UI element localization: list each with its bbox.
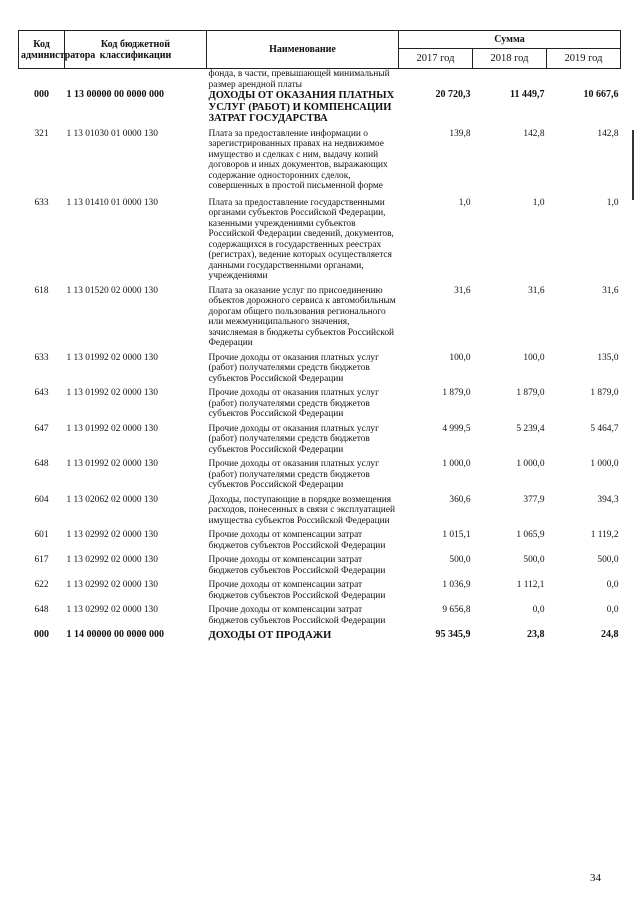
table-body (19, 69, 621, 646)
admin-code-cell: 647 (34, 423, 49, 434)
kbk-cell: 1 13 02992 02 0000 130 (66, 580, 158, 590)
sum-2019-cell: 142,8 (597, 128, 619, 139)
table-row (19, 353, 621, 389)
admin-code-cell: 643 (34, 388, 49, 398)
sum-2017-cell: 1,0 (458, 197, 471, 208)
sum-2017-cell: 4 999,5 (442, 423, 471, 434)
admin-code-cell: 633 (34, 197, 49, 208)
sum-2019-cell: 500,0 (597, 555, 619, 565)
kbk-cell: 1 13 01992 02 0000 130 (66, 459, 158, 469)
budget-income-table (18, 30, 621, 646)
kbk-cell: 1 13 02992 02 0000 130 (66, 530, 158, 540)
sum-2017-cell: 31,6 (454, 285, 471, 296)
sum-2018-cell: 1,0 (532, 197, 545, 208)
sum-2018-cell: 11 449,7 (510, 89, 545, 100)
admin-code-cell: 000 (34, 89, 49, 100)
sum-2017-cell: 1 000,0 (442, 459, 471, 469)
sum-2017-cell: 95 345,9 (435, 629, 471, 640)
sum-2019-cell: 31,6 (602, 285, 619, 296)
name-cell: Плата за предоставление информации о зарегистрированных правах на недвижимое имущество и сделках с ним, выдачу копий договоров и иных документов, выражающих содержание односторонних сделок, совершенных в простой письменной форме (208, 128, 388, 191)
table-row (19, 198, 621, 286)
name-cell: Прочие доходы от компенсации затрат бюджетов субъектов Российской Федерации (208, 530, 386, 551)
sum-2018-cell: 1 000,0 (516, 459, 545, 469)
header-admin-code: Код администратора (19, 31, 65, 69)
sum-2017-cell: 139,8 (449, 128, 471, 139)
header-year-2017: 2017 год (399, 49, 473, 69)
table-row (19, 424, 621, 460)
sum-2018-cell: 1 112,1 (516, 580, 545, 590)
sum-2018-cell: 142,8 (523, 128, 545, 139)
admin-code-cell: 618 (34, 285, 49, 296)
table-header (19, 31, 621, 69)
page-number: 34 (590, 872, 601, 884)
name-cell: Прочие доходы от компенсации затрат бюджетов субъектов Российской Федерации (208, 580, 386, 601)
sum-2017-cell: 1 036,9 (442, 580, 471, 590)
sum-2018-cell: 5 239,4 (516, 423, 545, 434)
sum-2018-cell: 0,0 (532, 605, 545, 615)
name-cell: Доходы, поступающие в порядке возмещения расходов, понесенных в связи с эксплуатацией имущества субъектов Российской Федерации (208, 494, 396, 526)
table-row (19, 388, 621, 424)
admin-code-cell: 601 (34, 530, 49, 540)
table-row (19, 630, 621, 646)
table-row (19, 90, 621, 129)
kbk-cell: 1 13 02062 02 0000 130 (66, 494, 158, 505)
admin-code-cell: 604 (34, 494, 49, 505)
sum-2019-cell: 0,0 (606, 580, 619, 590)
kbk-cell: 1 13 01992 02 0000 130 (66, 388, 158, 398)
table-row (19, 286, 621, 353)
kbk-cell: 1 13 02992 02 0000 130 (66, 605, 158, 615)
sum-2019-cell: 1 119,2 (590, 530, 619, 540)
sum-2019-cell: 394,3 (597, 494, 619, 505)
sum-2017-cell: 1 879,0 (442, 388, 471, 398)
kbk-cell: 1 13 01410 01 0000 130 (66, 197, 158, 208)
table-row (19, 495, 621, 531)
sum-2018-cell: 1 879,0 (516, 388, 545, 398)
sum-2017-cell: 20 720,3 (435, 89, 471, 100)
sum-2019-cell: 5 464,7 (590, 423, 619, 434)
table-row (19, 530, 621, 555)
table-row (19, 129, 621, 198)
header-sum: Сумма (399, 31, 621, 49)
admin-code-cell: 633 (34, 352, 49, 363)
sum-2017-cell: 9 656,8 (442, 605, 471, 615)
margin-mark (632, 130, 634, 200)
sum-2018-cell: 23,8 (527, 629, 545, 640)
sum-2017-cell: 100,0 (449, 352, 471, 363)
table-row (19, 555, 621, 580)
kbk-cell: 1 13 01030 01 0000 130 (66, 128, 158, 139)
name-cell: Прочие доходы от компенсации затрат бюджетов субъектов Российской Федерации (208, 605, 386, 626)
sum-2019-cell: 1,0 (606, 197, 619, 208)
name-cell: Прочие доходы от оказания платных услуг (работ) получателями средств бюджетов субъектов Российской Федерации (208, 423, 379, 455)
sum-2018-cell: 377,9 (523, 494, 545, 505)
sum-2017-cell: 1 015,1 (442, 530, 471, 540)
name-cell: Прочие доходы от оказания платных услуг (работ) получателями средств бюджетов субъектов Российской Федерации (208, 459, 379, 490)
header-year-2018: 2018 год (473, 49, 547, 69)
table-row (19, 459, 621, 495)
name-cell: ДОХОДЫ ОТ ОКАЗАНИЯ ПЛАТНЫХ УСЛУГ (РАБОТ) И КОМПЕНСАЦИИ ЗАТРАТ ГОСУДАРСТВА (208, 90, 395, 124)
header-name: Наименование (207, 31, 399, 69)
continuation-text: фонда, в части, превышающей минимальный размер арендной платы (208, 69, 390, 90)
sum-2019-cell: 0,0 (606, 605, 619, 615)
admin-code-cell: 617 (34, 555, 49, 565)
sum-2019-cell: 10 667,6 (583, 89, 619, 100)
continuation-row (19, 69, 621, 91)
name-cell: Плата за предоставление государственными органами субъектов Российской Федерации, казенными учреждениями субъектов Российской Федерации сведений, документов, содержащихся в государственных реестрах (регистрах), ведение которых осуществляется данными государственными органами, учреждениями (208, 197, 394, 281)
name-cell: Плата за оказание услуг по присоединению объектов дорожного сервиса к автомобильным дорогам общего пользования регионального или межмуниципального значения, зачисляемая в бюджеты субъектов Российской Федерации (208, 285, 396, 348)
admin-code-cell: 648 (34, 459, 49, 469)
name-cell: Прочие доходы от оказания платных услуг (работ) получателями средств бюджетов субъектов Российской Федерации (208, 388, 379, 419)
table-row (19, 605, 621, 630)
name-cell: Прочие доходы от оказания платных услуг (работ) получателями средств бюджетов субъектов Российской Федерации (208, 352, 379, 384)
sum-2017-cell: 360,6 (449, 494, 471, 505)
sum-2019-cell: 1 000,0 (590, 459, 619, 469)
sum-2018-cell: 1 065,9 (516, 530, 545, 540)
kbk-cell: 1 13 01992 02 0000 130 (66, 423, 158, 434)
sum-2018-cell: 100,0 (523, 352, 545, 363)
kbk-cell: 1 13 02992 02 0000 130 (66, 555, 158, 565)
name-cell: Прочие доходы от компенсации затрат бюджетов субъектов Российской Федерации (208, 555, 386, 576)
admin-code-cell: 000 (34, 629, 49, 640)
sum-2019-cell: 135,0 (597, 352, 619, 363)
sum-2019-cell: 24,8 (601, 629, 619, 640)
header-kbk: Код бюджетной классификации (65, 31, 207, 69)
table-row (19, 580, 621, 605)
sum-2017-cell: 500,0 (449, 555, 471, 565)
sum-2019-cell: 1 879,0 (590, 388, 619, 398)
admin-code-cell: 622 (34, 580, 49, 590)
name-cell: ДОХОДЫ ОТ ПРОДАЖИ (208, 630, 332, 641)
kbk-cell: 1 14 00000 00 0000 000 (66, 629, 164, 640)
header-year-2019: 2019 год (547, 49, 621, 69)
admin-code-cell: 648 (34, 605, 49, 615)
admin-code-cell: 321 (34, 128, 49, 139)
sum-2018-cell: 31,6 (528, 285, 545, 296)
kbk-cell: 1 13 00000 00 0000 000 (66, 89, 164, 100)
kbk-cell: 1 13 01520 02 0000 130 (66, 285, 158, 296)
kbk-cell: 1 13 01992 02 0000 130 (66, 352, 158, 363)
sum-2018-cell: 500,0 (523, 555, 545, 565)
